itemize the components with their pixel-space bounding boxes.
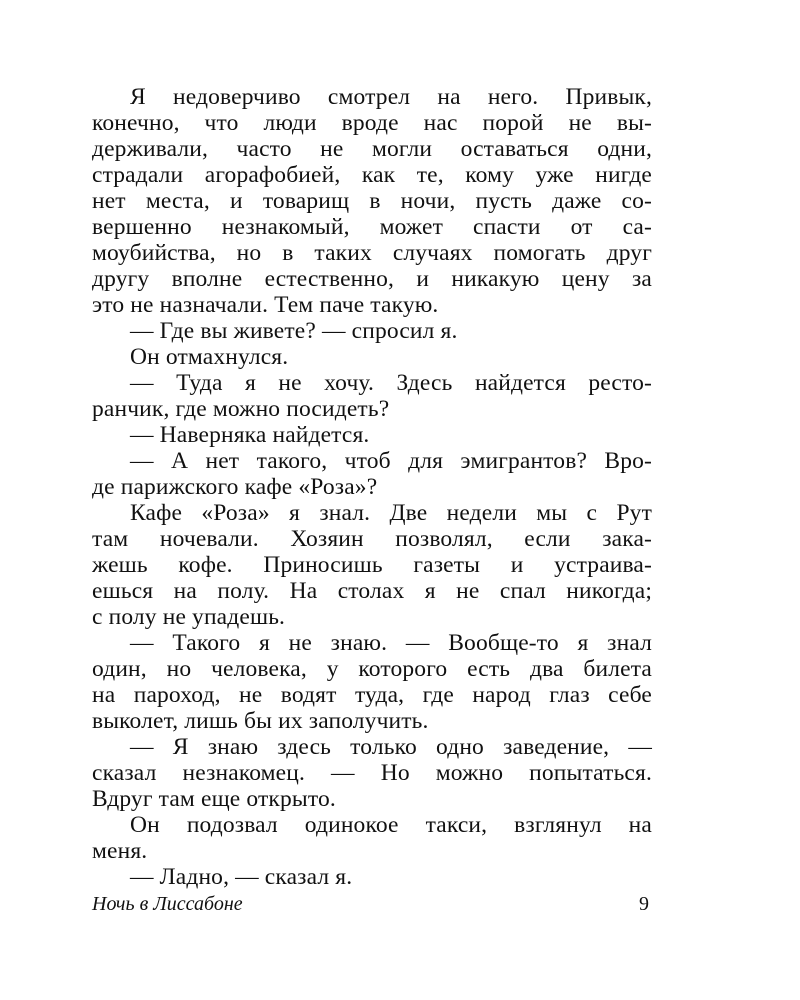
text-line: страдали агорафобией, как те, кому уже нигде	[92, 162, 652, 188]
text-line: жешь кофе. Приносишь газеты и устраива-	[92, 552, 652, 578]
text-line: другу вполне естественно, и никакую цену за	[92, 266, 652, 292]
text-line: нет места, и товарищ в ночи, пусть даже со-	[92, 188, 652, 214]
running-title: Ночь в Лиссабоне	[92, 893, 243, 915]
text-line: — Я знаю здесь только одно заведение, —	[130, 734, 652, 760]
text-line: вершенно незнакомый, может спасти от са-	[92, 214, 652, 240]
text-line: — Туда я не хочу. Здесь найдется ресто-	[130, 370, 652, 396]
text-line: на пароход, не водят туда, где народ глаз себе	[92, 682, 652, 708]
text-line: выколет, лишь бы их заполучить.	[92, 708, 429, 734]
page-footer	[92, 890, 652, 918]
text-line: — Наверняка найдется.	[130, 422, 370, 448]
text-line: — Ладно, — сказал я.	[130, 864, 353, 890]
text-line: — Такого я не знаю. — Вообще-то я знал	[130, 630, 652, 656]
text-line: — Где вы живете? — спросил я.	[130, 318, 458, 344]
text-line: держивали, часто не могли оставаться одни,	[92, 136, 652, 162]
text-line: Я недоверчиво смотрел на него. Привык,	[130, 84, 652, 110]
text-line: Он отмахнулся.	[130, 344, 289, 370]
text-line: это не назначали. Тем паче такую.	[92, 292, 439, 318]
page-number: 9	[639, 893, 649, 915]
text-line: там ночевали. Хозяин позволял, если зака-	[92, 526, 652, 552]
text-line: моубийства, но в таких случаях помогать друг	[92, 240, 652, 266]
text-line: конечно, что люди вроде нас порой не вы-	[92, 110, 652, 136]
text-line: ранчик, где можно посидеть?	[92, 396, 390, 422]
text-line: Он подозвал одинокое такси, взглянул на	[130, 812, 652, 838]
text-line: ешься на полу. На столах я не спал никогда;	[92, 578, 652, 604]
text-line: Кафе «Роза» я знал. Две недели мы с Рут	[130, 500, 652, 526]
text-line: де парижского кафе «Роза»?	[92, 474, 378, 500]
text-line: — А нет такого, чтоб для эмигрантов? Вро-	[130, 448, 652, 474]
text-line: сказал незнакомец. — Но можно попытаться.	[92, 760, 652, 786]
text-line: один, но человека, у которого есть два билета	[92, 656, 652, 682]
text-line: Вдруг там еще открыто.	[92, 786, 336, 812]
text-line: меня.	[92, 838, 148, 864]
text-line: с полу не упадешь.	[92, 604, 286, 630]
